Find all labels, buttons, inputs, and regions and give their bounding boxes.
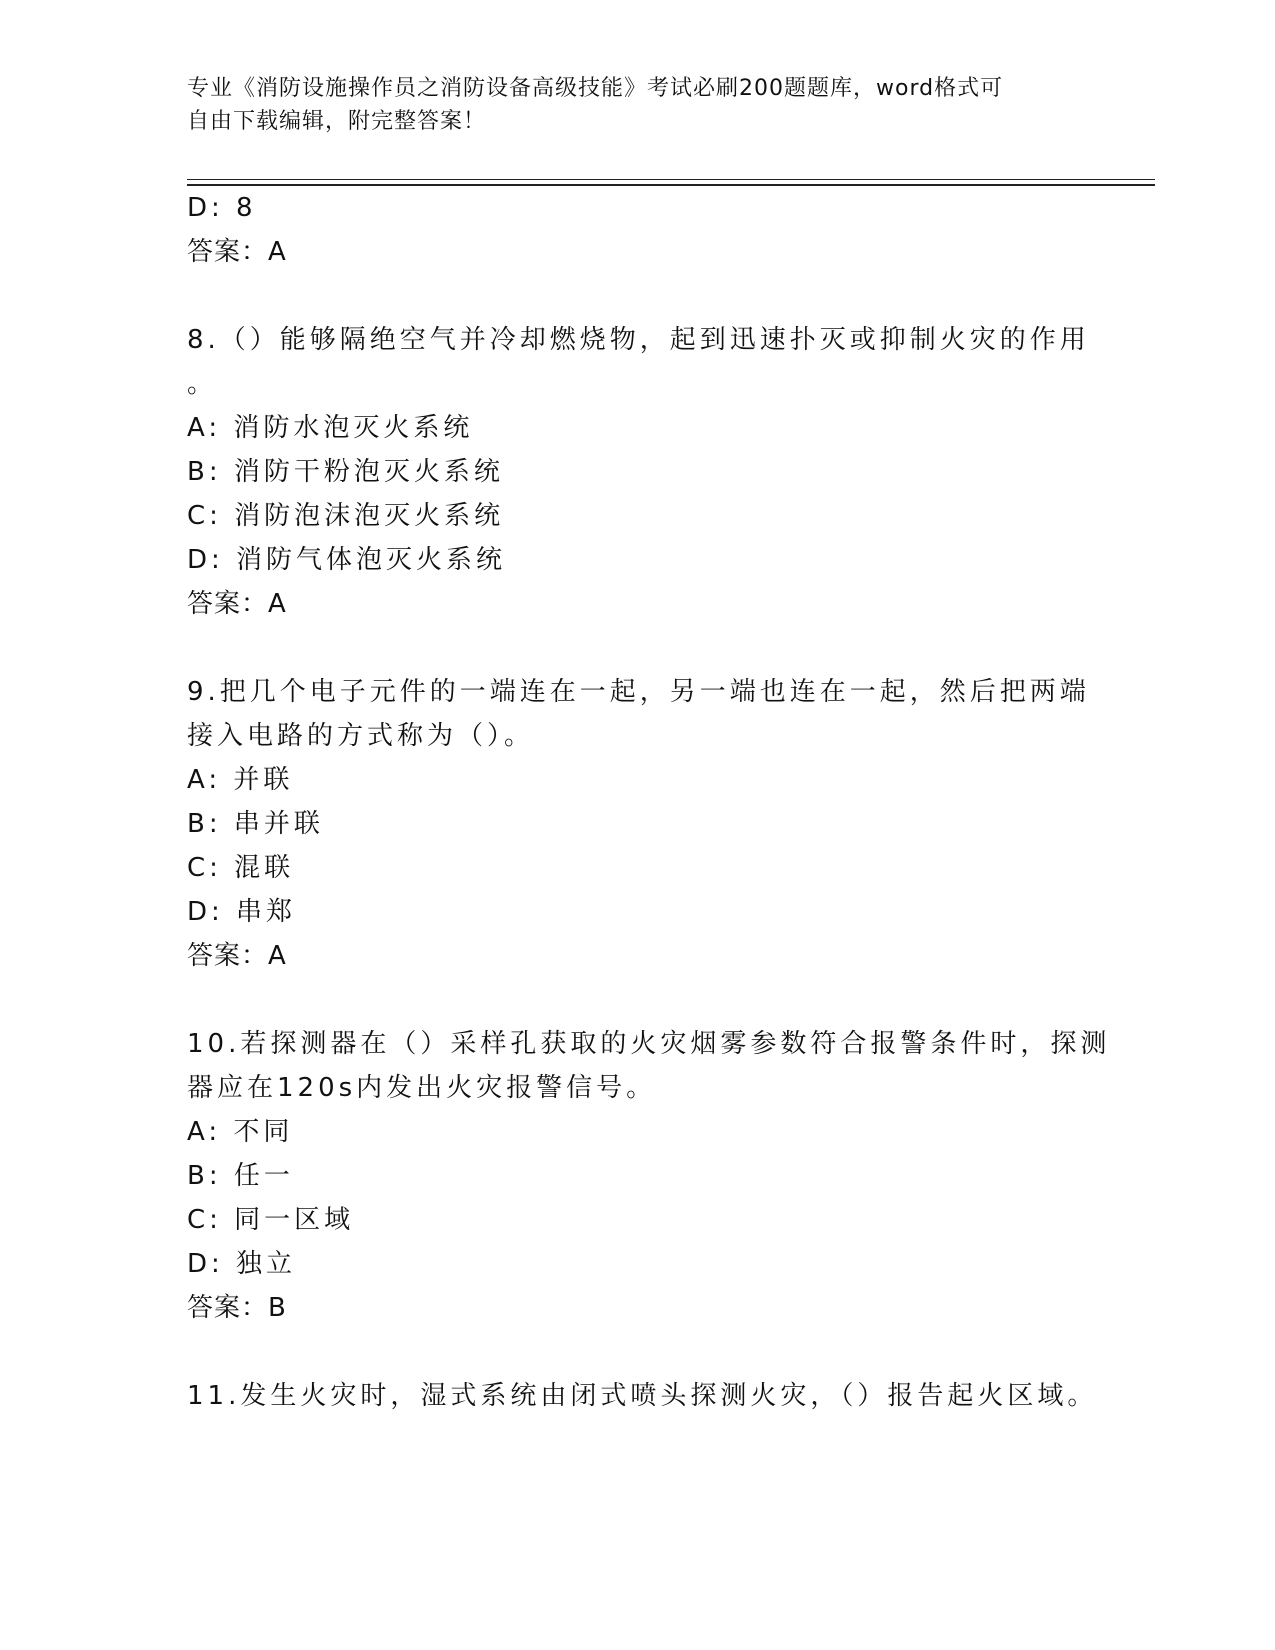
question-11: 11.发生火灾时，湿式系统由闭式喷头探测火灾，（）报告起火区域。 xyxy=(187,1381,1098,1411)
option-d: D: 消防气体泡灭火系统 xyxy=(187,545,507,575)
option-c: C: 同一区域 xyxy=(187,1205,355,1235)
question-10: 10.若探测器在（）采样孔获取的火灾烟雾参数符合报警条件时，探测 xyxy=(187,1029,1111,1059)
document-header xyxy=(187,72,1067,138)
header-divider-thin xyxy=(187,179,1155,180)
option-d: D: 8 xyxy=(187,193,257,223)
option-c: C: 混联 xyxy=(187,853,295,883)
header-line-2: 自由下载编辑，附完整答案！ xyxy=(187,109,487,134)
option-d: D: 串郑 xyxy=(187,897,297,927)
option-b: B: 串并联 xyxy=(187,809,324,839)
answer-line: 答案：A xyxy=(187,941,287,971)
answer-line: 答案：A xyxy=(187,589,287,619)
header-line-1: 专业《消防设施操作员之消防设备高级技能》考试必刷200题题库，word格式可 xyxy=(187,76,1004,101)
header-divider-thick xyxy=(187,184,1155,186)
answer-line: 答案：A xyxy=(187,237,287,267)
option-b: B: 消防干粉泡灭火系统 xyxy=(187,457,504,487)
question-8-continuation: 。 xyxy=(187,369,218,399)
question-9-continuation: 接入电路的方式称为（）。 xyxy=(187,721,535,751)
option-a: A: 不同 xyxy=(187,1117,294,1147)
question-9: 9.把几个电子元件的一端连在一起，另一端也连在一起，然后把两端 xyxy=(187,677,1090,707)
question-10-continuation: 器应在120s内发出火灾报警信号。 xyxy=(187,1073,657,1103)
answer-line: 答案：B xyxy=(187,1293,287,1323)
option-c: C: 消防泡沫泡灭火系统 xyxy=(187,501,505,531)
option-b: B: 任一 xyxy=(187,1161,294,1191)
option-a: A: 并联 xyxy=(187,765,294,795)
option-d: D: 独立 xyxy=(187,1249,297,1279)
question-8: 8.（）能够隔绝空气并冷却燃烧物，起到迅速扑灭或抑制火灾的作用 xyxy=(187,325,1090,355)
option-a: A: 消防水泡灭火系统 xyxy=(187,413,474,443)
